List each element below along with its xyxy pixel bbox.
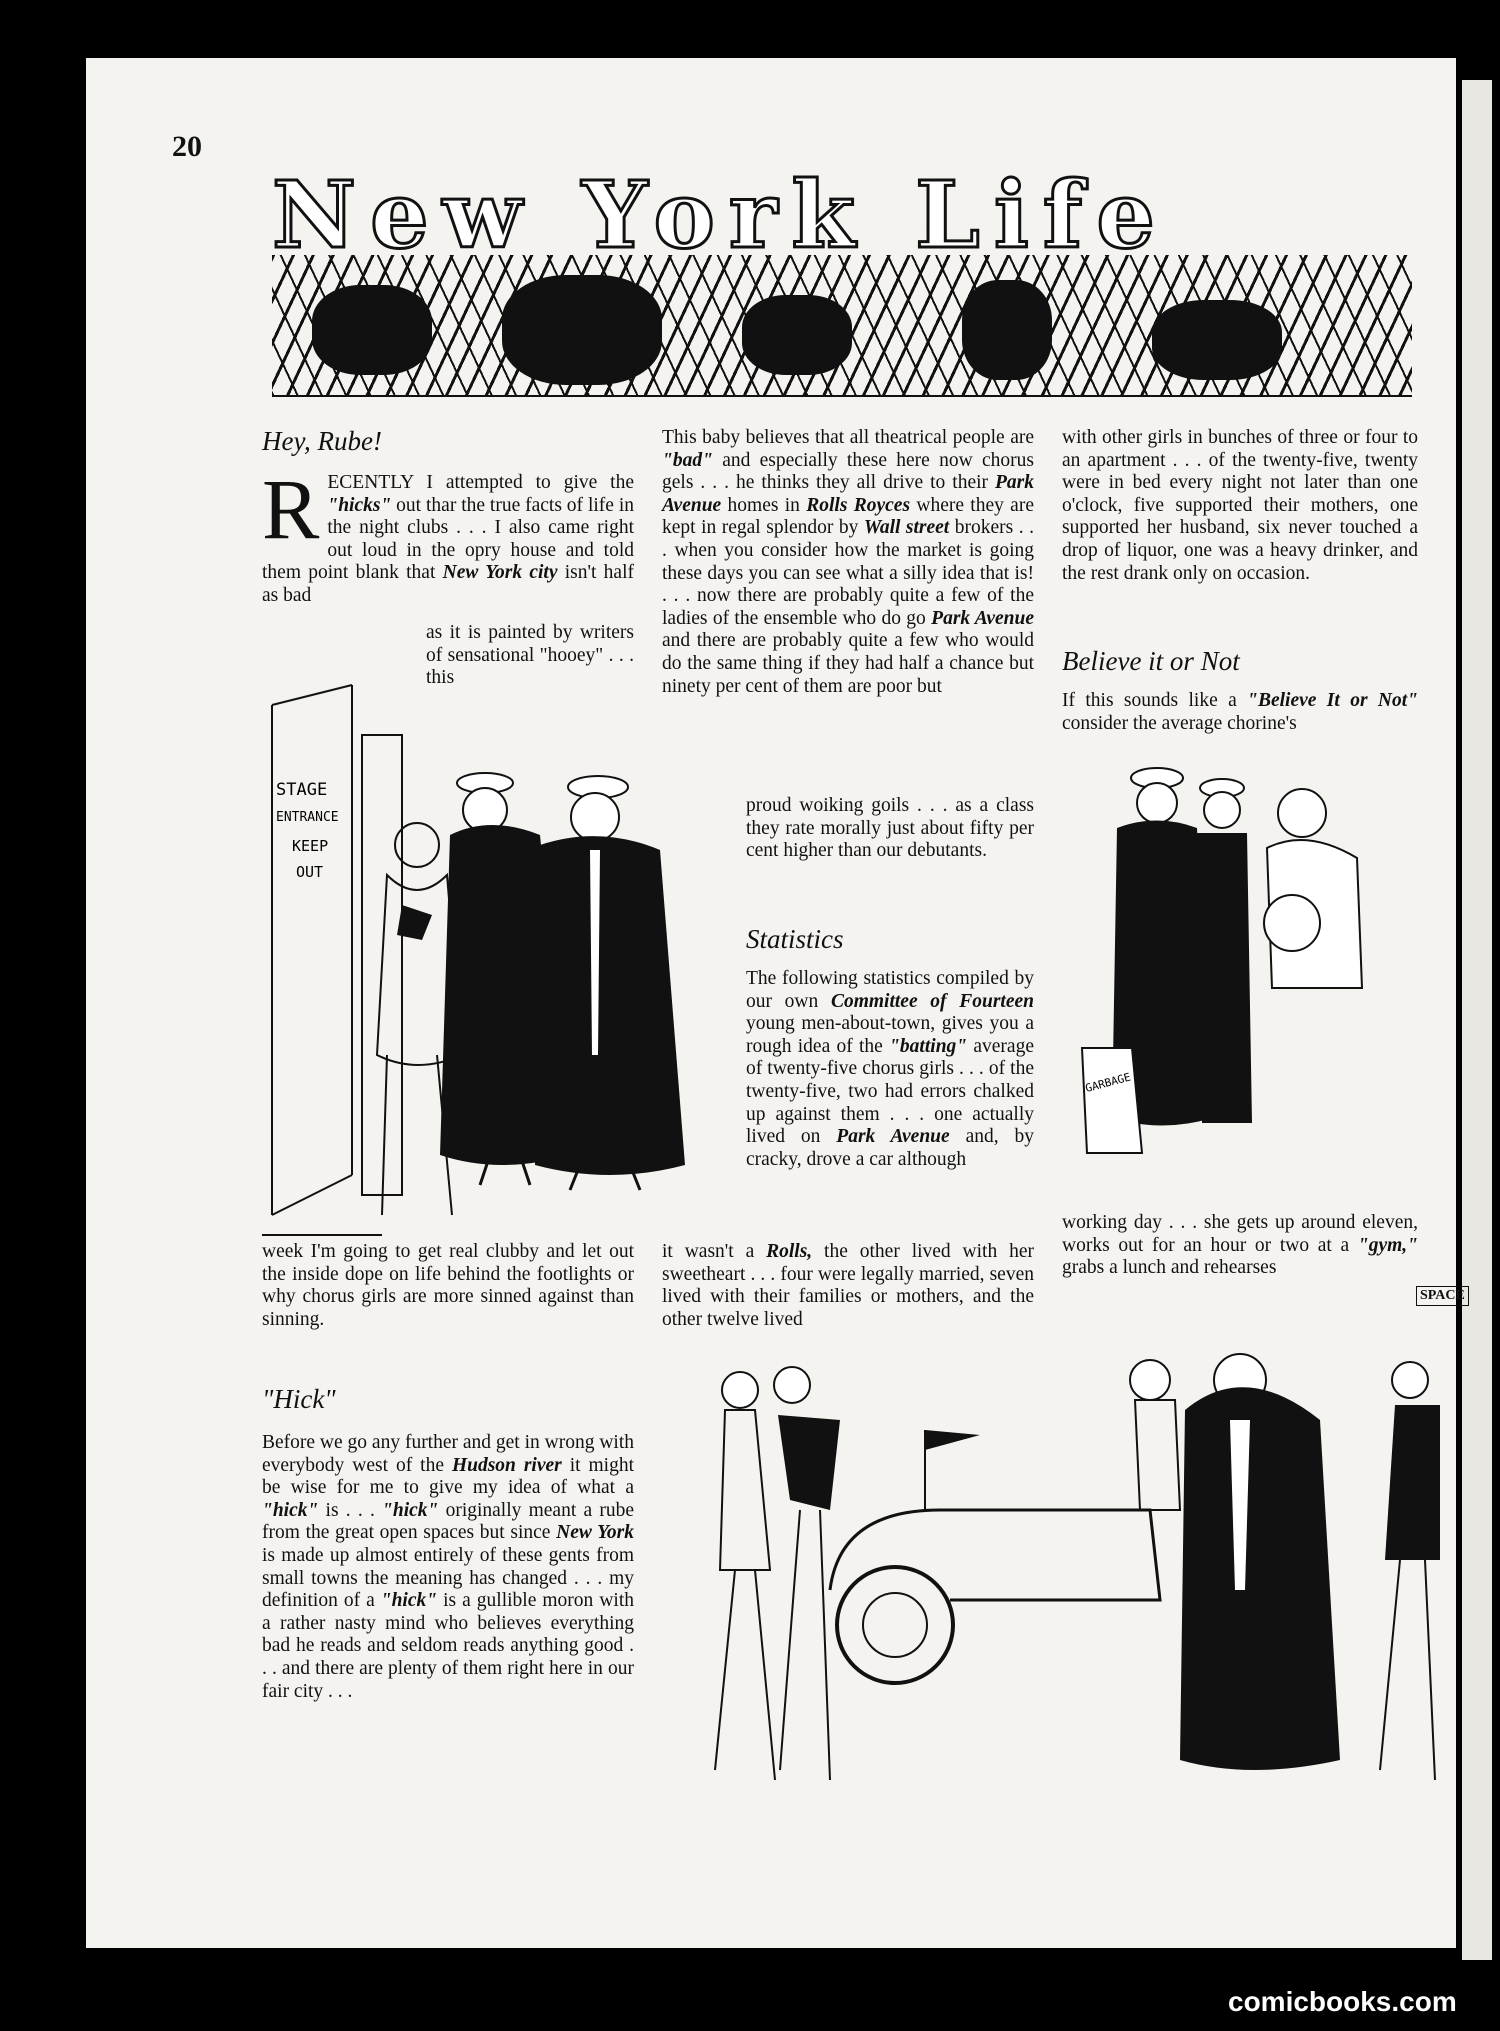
- emphasis-text: Hudson river: [451, 1454, 562, 1476]
- text-run: ECENTLY I attempted to give the: [327, 472, 634, 493]
- text-run: with other girls in bunches of three or four to an apartment . . . of the twenty-five, twenty were in bed every night not later than one o'clock, five supported their mothers, one supported her husband, six never touched a drop of liquor, one was a heavy drinker, and the rest drank only on occasion.: [1062, 427, 1418, 584]
- text-run: and there are probably quite a few who would do the same thing if they had half a chance but ninety per cent of them are poor but: [662, 630, 1034, 697]
- text-run: The following statistics compiled by our own: [746, 968, 1034, 1012]
- emphasis-text: Wall street: [863, 517, 950, 539]
- middle-paragraph-2: [746, 795, 1034, 863]
- text-run: average of twenty-five chorus girls . . . of the twenty-five, two had errors chalked up against them . . . one actually lived on: [746, 1035, 1034, 1148]
- masthead-title: New York Life: [272, 175, 1169, 255]
- text-run: Before we go any further and get in wrong with everybody west of the: [262, 1432, 635, 1476]
- emphasis-text: Rolls Royces: [806, 494, 911, 516]
- text-run: consider the average chorine's: [1062, 712, 1297, 734]
- emphasis-text: Park Avenue: [931, 607, 1034, 629]
- text-run: is . . .: [318, 1499, 383, 1521]
- text-run: brokers . . . when you consider how the market is going these days you can see what a silly idea that is! . . . now there are probably quite a few of the ladies of the ensemble who do go: [662, 517, 1034, 629]
- emphasis-text: "hick": [382, 1499, 439, 1521]
- statistics-paragraph-2: [662, 1241, 1034, 1331]
- heading-statistics: Statistics: [746, 924, 844, 954]
- emphasis-text: "hick": [380, 1590, 438, 1612]
- facing-page-edge: [1462, 80, 1492, 1960]
- believe-paragraph-1: [1062, 690, 1418, 735]
- emphasis-text: "Believe It or Not": [1247, 690, 1418, 711]
- text-run: If this sounds like a: [1062, 690, 1248, 711]
- heading-hey-rube: Hey, Rube!: [262, 426, 382, 456]
- middle-paragraph-1: [662, 427, 1034, 698]
- text-run: week I'm going to get real clubby and let out the inside dope on life behind the footlights or why chorus girls are more sinned against than sinning.: [262, 1241, 634, 1330]
- emphasis-text: Park Avenue: [662, 472, 1034, 516]
- text-run: the other lived with her sweetheart . . . four were legally married, seven lived with their families or mothers, and the other twelve lived: [662, 1241, 1034, 1330]
- emphasis-text: "hicks": [327, 494, 392, 516]
- crowd-banner-illustration: [272, 255, 1412, 397]
- text-run: it might be wise for me to give my idea of what a: [262, 1454, 634, 1499]
- hey-rube-paragraph-1: [262, 461, 634, 608]
- emphasis-text: Rolls,: [766, 1241, 813, 1262]
- text-run: and, by cracky, drove a car although: [746, 1126, 1034, 1170]
- right-paragraph-1: [1062, 427, 1418, 585]
- emphasis-text: Park Avenue: [836, 1126, 950, 1148]
- text-run: it wasn't a: [662, 1241, 767, 1262]
- door-sign-line-1: STAGE: [276, 780, 328, 800]
- emphasis-text: "hick": [262, 1499, 319, 1521]
- text-run: as it is painted by writers of sensational "hooey" . . . this: [426, 622, 634, 689]
- emphasis-text: New York city: [442, 562, 558, 584]
- text-run: where they are kept in regal splendor by: [662, 494, 1034, 539]
- text-run: grabs a lunch and rehearses: [1062, 1257, 1277, 1279]
- heading-believe-it-or-not: Believe it or Not: [1062, 646, 1240, 676]
- emphasis-text: "bad": [662, 449, 713, 471]
- text-run: working day . . . she gets up around eleven, works out for an hour or two at a: [1062, 1212, 1418, 1256]
- couple-and-garbage-can-illustration: [1062, 748, 1432, 1158]
- text-run: isn't half as bad: [262, 562, 634, 606]
- page-number: 20: [172, 130, 202, 163]
- hey-rube-paragraph-3: [262, 1241, 634, 1331]
- chorus-girls-car-illustration: [680, 1340, 1450, 1820]
- text-run: originally meant a rube from the great open spaces but since: [262, 1499, 634, 1544]
- text-run: This baby believes that all theatrical people are: [662, 427, 1034, 448]
- heading-hick: "Hick": [262, 1384, 336, 1414]
- believe-paragraph-2: [1062, 1212, 1418, 1280]
- artist-signature: SPACE: [1416, 1286, 1469, 1306]
- door-sign-line-3: KEEP: [292, 837, 329, 855]
- hick-paragraph: [262, 1432, 634, 1703]
- text-run: is made up almost entirely of these gents from small towns the meaning has changed . . . my definition of a: [262, 1544, 634, 1612]
- statistics-paragraph-1: [746, 968, 1034, 1171]
- text-run: is a gullible moron with a rather nasty mind who believes everything bad he reads and seldom reads anything good . . . and there are plenty of them right here in our fair city . . .: [262, 1590, 634, 1702]
- drop-cap: R: [262, 461, 320, 557]
- door-sign-line-2: ENTRANCE: [276, 810, 339, 825]
- text-run: out thar the true facts of life in the night clubs . . . I also came right out loud in the opry house and told them point blank that: [262, 494, 634, 584]
- emphasis-text: New York: [556, 1522, 634, 1544]
- emphasis-text: "batting": [889, 1035, 968, 1057]
- fur-coat-men-illustration: [420, 755, 740, 1195]
- text-run: proud woiking goils . . . as a class they rate morally just about fifty per cent higher than our debutants.: [746, 795, 1034, 862]
- can-label: GARBAGE: [1083, 1070, 1133, 1096]
- text-run: young men-about-town, gives you a rough idea of the: [746, 1013, 1034, 1057]
- door-sign-line-4: OUT: [296, 863, 324, 881]
- emphasis-text: Committee of Fourteen: [830, 990, 1034, 1012]
- text-run: and especially these here now chorus gels . . . he thinks they all drive to their: [662, 449, 1034, 494]
- site-watermark: comicbooks.com: [1228, 1986, 1457, 2017]
- text-run: homes in: [721, 494, 807, 516]
- emphasis-text: "gym,": [1357, 1234, 1418, 1256]
